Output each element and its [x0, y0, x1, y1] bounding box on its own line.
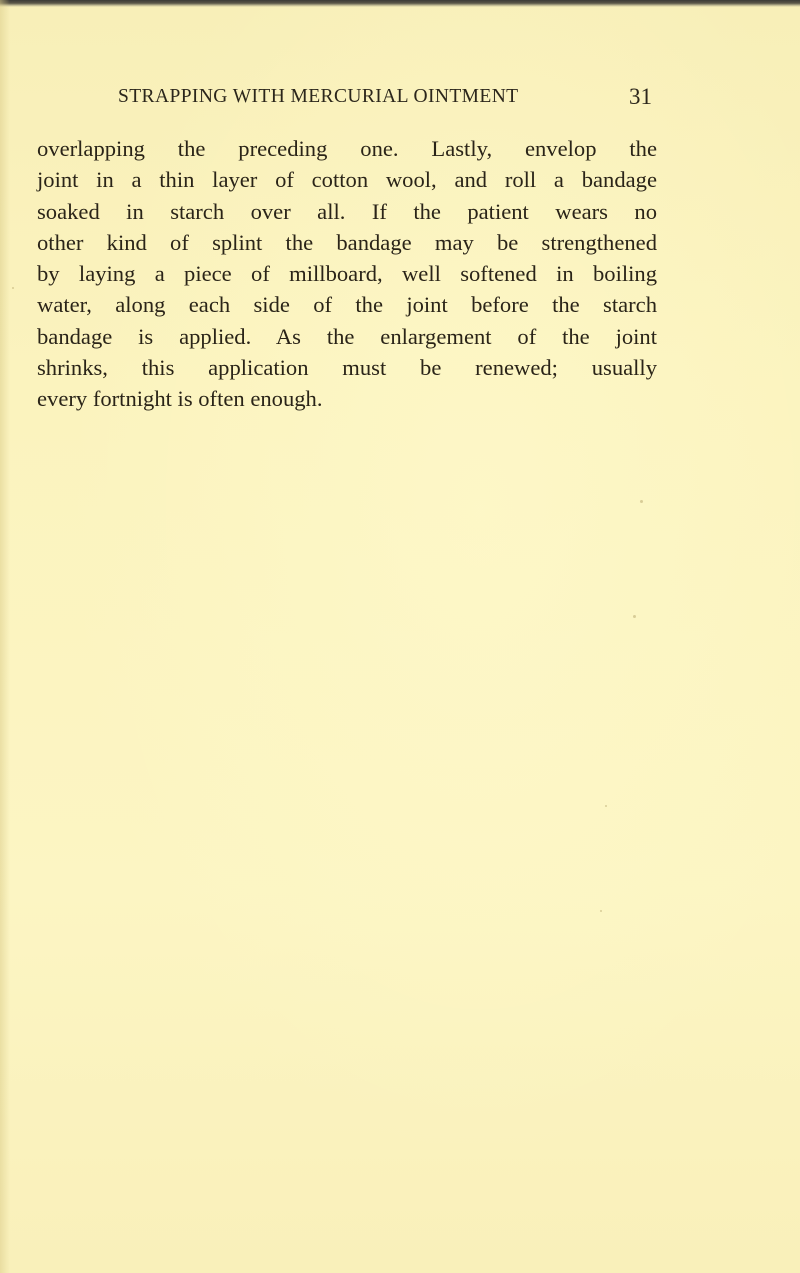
page-top-edge: [0, 0, 800, 7]
paper-speck: [600, 910, 602, 912]
text-line: soaked in starch over all. If the patient wears no: [37, 198, 657, 224]
text-line: every fortnight is often enough.: [37, 386, 323, 412]
page-left-edge: [0, 0, 10, 1273]
body-paragraph: [37, 133, 657, 415]
text-line: joint in a thin layer of cotton wool, and roll a bandage: [37, 167, 657, 193]
text-line: water, along each side of the joint before the starch: [37, 292, 657, 318]
text-line: by laying a piece of millboard, well softened in boiling: [37, 261, 657, 287]
text-line: other kind of splint the bandage may be strengthened: [37, 229, 657, 255]
text-line: bandage is applied. As the enlargement of the joint: [37, 323, 657, 349]
text-line: overlapping the preceding one. Lastly, envelop the: [37, 136, 657, 161]
page-number: 31: [629, 84, 652, 109]
running-title: STRAPPING WITH MERCURIAL OINTMENT: [118, 86, 519, 107]
running-head: [118, 86, 652, 116]
text-line: shrinks, this application must be renewed; usually: [37, 355, 657, 381]
paper-speck: [633, 615, 636, 618]
paper-speck: [605, 805, 607, 807]
paper-speck: [12, 287, 14, 289]
paper-speck: [640, 500, 643, 503]
